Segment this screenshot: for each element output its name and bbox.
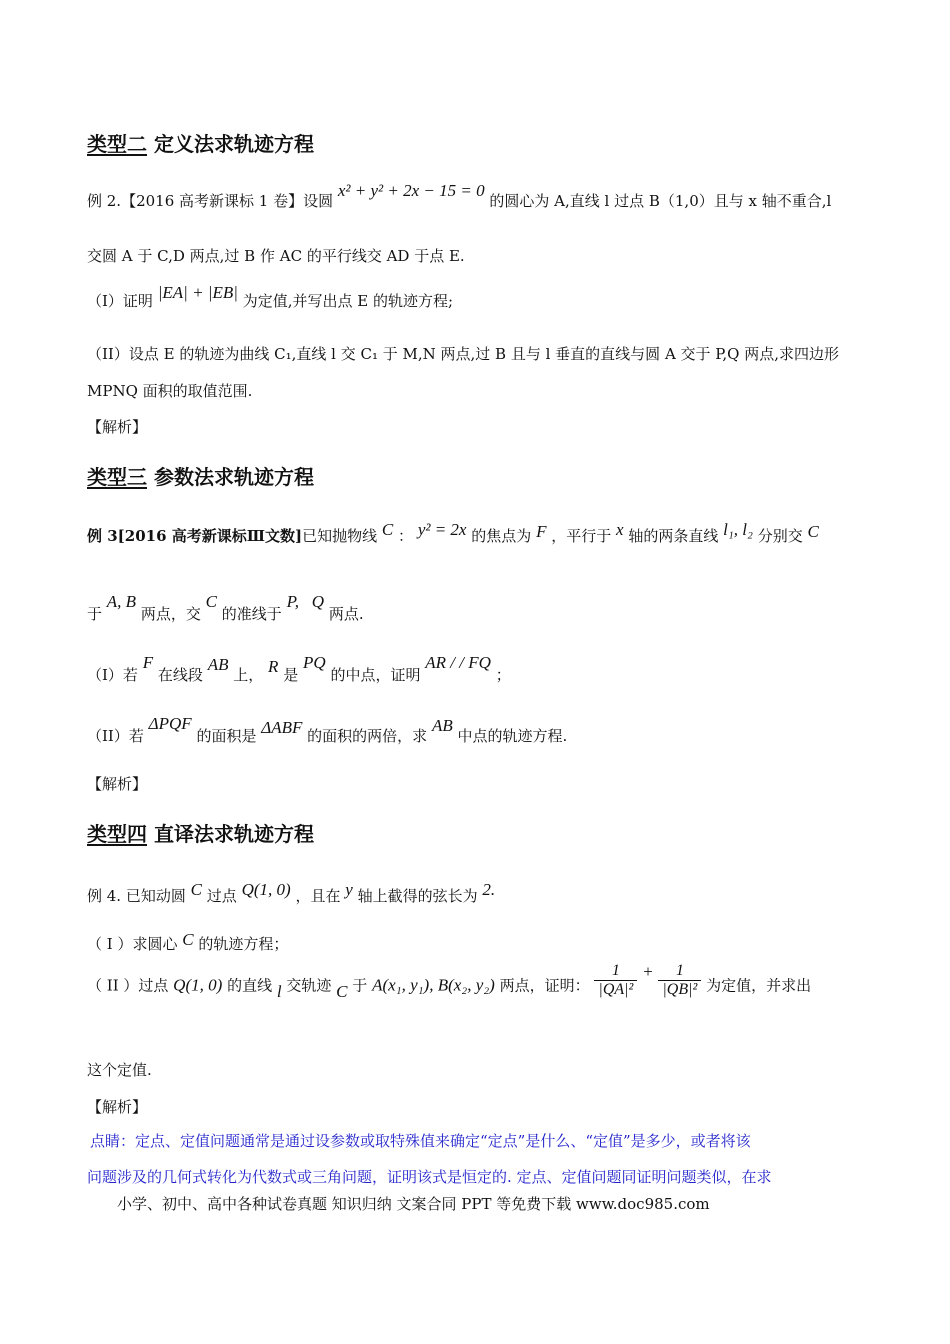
text: 两点，证明： [499,976,590,995]
text: 的焦点为 [471,527,532,545]
math-F: F [142,653,154,672]
example-4-part-1 [87,930,289,954]
part-label: （II）若 [87,727,144,745]
example-4-part-2-line-2: 这个定值. [87,1061,152,1079]
text: 中点的轨迹方程. [457,727,568,745]
math-PQ: PQ [303,653,326,672]
heading-text: 直译法求轨迹方程 [153,822,314,846]
text: 已知抛物线 [302,527,378,545]
example-2-part-2-line-1: （II）设点 E 的轨迹为曲线 C₁,直线 l 交 C₁ 于 M,N 两点,过 B 且与 l 垂直的直线与圆 A 交于 P,Q 两点,求四边形 [87,345,839,363]
part-label: （ I ）求圆心 [87,935,178,953]
denominator: |QA|² [598,981,634,998]
math-Q-point: Q(1, 0) [173,975,223,995]
text: ： [398,527,414,545]
text: 两点，交 [140,605,201,623]
example-label: 例 2.【2016 高考新课标 1 卷】设圆 [87,192,334,210]
text: 于 [352,976,368,995]
example-label: 例 4. 已知动圆 [87,887,186,905]
math-C: C [336,981,348,1001]
text: 的面积的两倍，求 [307,727,428,745]
heading-type-3 [87,461,314,490]
example-3-part-1 [87,653,511,685]
math-C: C [190,880,202,899]
heading-prefix: 类型二 [87,132,147,156]
text: 交轨迹 [286,976,332,995]
math-AB: AB [207,655,229,674]
example-2-part-2-line-2: MPNQ 面积的取值范围. [87,382,253,400]
part-label: （I）证明 [87,292,153,310]
text: 是 [283,666,299,684]
numerator: 1 [658,962,701,981]
fraction-qb [658,962,701,999]
math-R: R [268,657,279,676]
math-y: y [345,880,353,899]
example-4-part-2 [87,961,867,1005]
part-label: （I）若 [87,666,138,684]
math-AR-parallel-FQ: AR / / FQ [425,653,491,672]
math-P-Q: P, Q [286,592,325,611]
math-triangle-PQF: ΔPQF [148,714,192,733]
math-Q-point: Q(1, 0) [241,880,291,899]
text: 轴上截得的弦长为 [357,887,478,905]
note-line-1: 点睛：定点、定值问题通常是通过设参数或取特殊值来确定“定点”是什么、“定值”是多少，或者将该 [90,1132,751,1150]
heading-prefix: 类型三 [87,465,147,489]
analysis-label: 【解析】 [87,1098,148,1116]
math-C: C [182,930,194,949]
text: ，且在 [295,887,341,905]
math-C: C [807,522,819,541]
part-text: 为定值,并写出点 E 的轨迹方程; [242,292,454,310]
text: 的准线于 [221,605,282,623]
analysis-label: 【解析】 [87,418,148,436]
text: ； [495,666,511,684]
math-F: F [536,522,547,541]
math-A-B-coordinates: A(x₁, y₁), B(x₂, y₂) [372,975,495,995]
text: 的轨迹方程； [198,935,289,953]
math-C: C [205,592,217,611]
math-l: l [276,981,282,1001]
text: 分别交 [757,527,803,545]
fraction-qa [594,962,637,999]
text: 上， [233,666,264,684]
math-l1-l2: l₁, l₂ [723,520,753,539]
circle-equation: x² + y² + 2x − 15 = 0 [337,181,485,200]
example-text: 的圆心为 A,直线 l 过点 B（1,0）且与 x 轴不重合,l [489,192,832,210]
analysis-label: 【解析】 [87,775,148,793]
text: 过点 [206,887,237,905]
example-3-part-2 [87,714,568,746]
plus-sign: + [642,961,654,981]
math-C: C [381,520,394,539]
example-4-line-1 [87,880,496,906]
text: 于 [87,605,103,623]
math-triangle-ABF: ΔABF [261,718,303,737]
text: 在线段 [157,666,203,684]
denominator: |QB|² [662,981,698,998]
text: 轴的两条直线 [628,527,719,545]
abs-sum-expression: |EA| + |EB| [157,283,238,302]
math-2: 2. [482,880,496,899]
text: 的直线 [227,976,273,995]
parabola-equation: y² = 2x [417,520,467,539]
heading-text: 定义法求轨迹方程 [153,132,314,156]
text: 的面积是 [196,727,257,745]
numerator: 1 [594,962,637,981]
heading-type-4 [87,818,314,847]
text: ，平行于 [551,527,612,545]
math-AB: AB [431,716,453,735]
note-line-2: 问题涉及的几何式转化为代数式或三角问题，证明该式是恒定的. 定点、定值问题同证明问题类似，在求 [87,1168,772,1186]
text: 两点. [328,605,364,623]
example-2-line-2: 交圆 A 于 C,D 两点,过 B 作 AC 的平行线交 AD 于点 E. [87,247,465,265]
example-3-line-2 [87,592,364,624]
page-footer: 小学、初中、高中各种试卷真题 知识归纳 文案合同 PPT 等免费下载 www.doc985.com [117,1195,710,1213]
text: 为定值，并求出 [706,976,812,995]
heading-text: 参数法求轨迹方程 [153,465,314,489]
example-2-part-1 [87,283,454,311]
example-3-line-1 [87,520,819,546]
text: 的中点，证明 [330,666,421,684]
math-A-B: A, B [106,592,137,611]
example-2-line-1 [87,181,867,211]
heading-prefix: 类型四 [87,822,147,846]
example-label: 例 3[2016 高考新课标Ⅲ文数] [87,527,303,545]
part-label: （ II ）过点 [87,976,169,995]
heading-type-2 [87,128,314,157]
math-x: x [616,520,624,539]
